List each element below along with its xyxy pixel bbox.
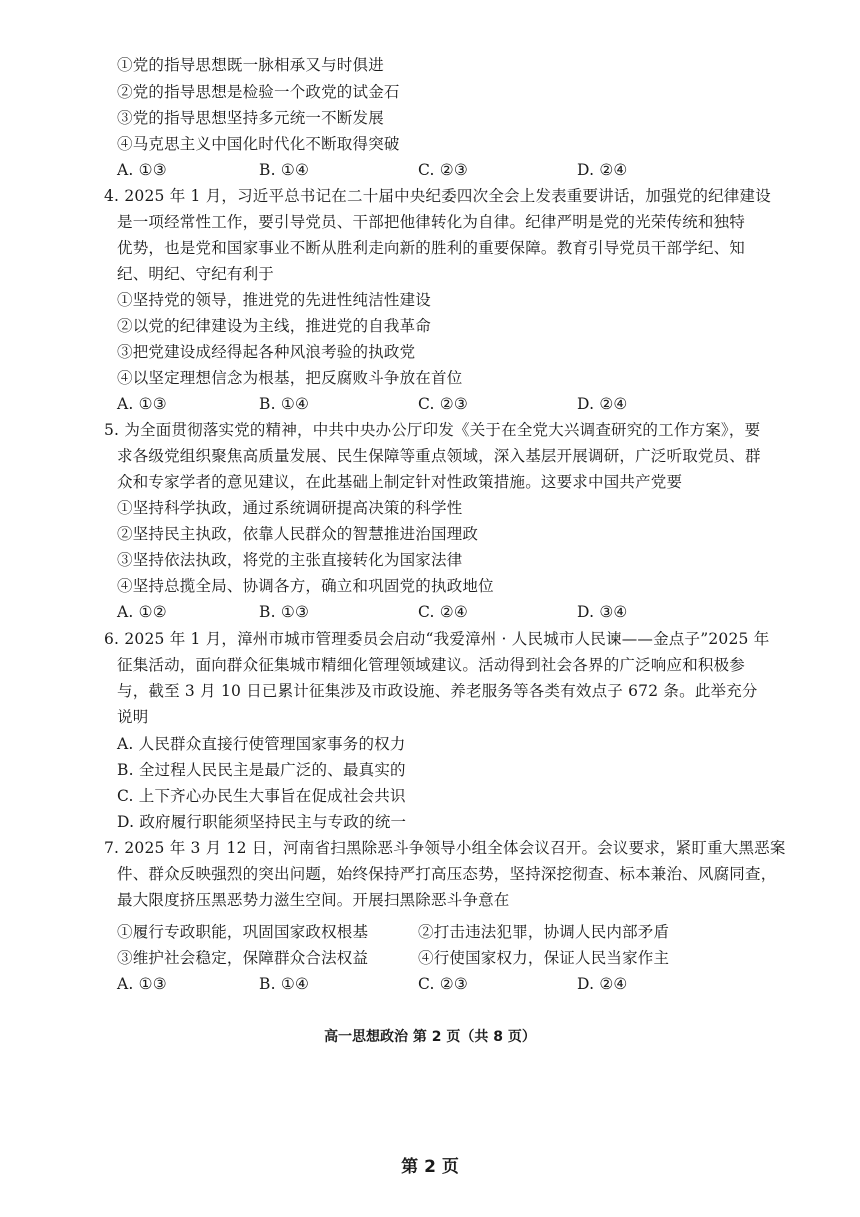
- q7-statement-2: ②打击违法犯罪，协调人民内部矛盾: [418, 923, 670, 941]
- q4-option-d[interactable]: D. ②④: [577, 395, 628, 413]
- q5-stem-line-1: 5. 为全面贯彻落实党的精神，中共中央办公厅印发《关于在全党大兴调查研究的工作方案》，要: [104, 421, 761, 439]
- q4-statement-4: ④以坚定理想信念为根基，把反腐败斗争放在首位: [117, 369, 463, 387]
- q7-option-d[interactable]: D. ②④: [577, 975, 628, 993]
- q3-statement-4: ④马克思主义中国化时代化不断取得突破: [117, 135, 400, 153]
- q5-option-b[interactable]: B. ①③: [259, 603, 310, 621]
- q5-stem-line-3: 众和专家学者的意见建议，在此基础上制定针对性政策措施。这要求中国共产党要: [117, 473, 683, 491]
- page-number-label: 第 2 页: [401, 1157, 459, 1177]
- q5-option-a[interactable]: A. ①②: [117, 603, 167, 621]
- q4-statement-2: ②以党的纪律建设为主线，推进党的自我革命: [117, 317, 432, 335]
- q4-statement-3: ③把党建设成经得起各种风浪考验的执政党: [117, 343, 416, 361]
- q7-statement-4: ④行使国家权力，保证人民当家作主: [418, 949, 670, 967]
- q4-stem-line-1: 4. 2025 年 1 月，习近平总书记在二十届中央纪委四次全会上发表重要讲话，加强党的纪律建设: [104, 187, 771, 205]
- q6-stem-line-2: 征集活动，面向群众征集城市精细化管理领域建议。活动得到社会各界的广泛响应和积极参: [117, 656, 746, 674]
- q6-stem-line-4: 说明: [117, 708, 149, 726]
- q7-stem-line-2: 件、群众反映强烈的突出问题，始终保持严打高压态势，坚持深挖彻查、标本兼治、风腐同查，: [117, 865, 777, 883]
- q6-option-b[interactable]: B. 全过程人民民主是最广泛的、最真实的: [117, 761, 406, 779]
- q3-option-b[interactable]: B. ①④: [259, 161, 310, 179]
- q4-stem-line-3: 优势，也是党和国家事业不断从胜利走向新的胜利的重要保障。教育引导党员干部学纪、知: [117, 239, 746, 257]
- q6-option-a[interactable]: A. 人民群众直接行使管理国家事务的权力: [117, 735, 406, 753]
- q4-stem-line-2: 是一项经常性工作，要引导党员、干部把他律转化为自律。纪律严明是党的光荣传统和独特: [117, 213, 746, 231]
- q3-statement-2: ②党的指导思想是检验一个政党的试金石: [117, 83, 400, 101]
- exam-page-footer: 高一思想政治 第 2 页（共 8 页）: [324, 1029, 536, 1045]
- q7-statement-3: ③维护社会稳定，保障群众合法权益: [117, 949, 369, 967]
- q5-stem-line-2: 求各级党组织聚焦高质量发展、民生保障等重点领域，深入基层开展调研，广泛听取党员、群: [117, 447, 761, 465]
- q7-option-b[interactable]: B. ①④: [259, 975, 310, 993]
- q6-option-d[interactable]: D. 政府履行职能须坚持民主与专政的统一: [117, 813, 407, 831]
- q7-option-a[interactable]: A. ①③: [117, 975, 167, 993]
- q3-option-d[interactable]: D. ②④: [577, 161, 628, 179]
- q3-statement-3: ③党的指导思想坚持多元统一不断发展: [117, 109, 384, 127]
- q5-option-d[interactable]: D. ③④: [577, 603, 628, 621]
- q5-statement-3: ③坚持依法执政，将党的主张直接转化为国家法律: [117, 551, 463, 569]
- q6-option-c[interactable]: C. 上下齐心办民生大事旨在促成社会共识: [117, 787, 406, 805]
- q3-option-a[interactable]: A. ①③: [117, 161, 167, 179]
- q5-option-c[interactable]: C. ②④: [418, 603, 468, 621]
- q6-stem-line-3: 与，截至 3 月 10 日已累计征集涉及市政设施、养老服务等各类有效点子 672 条。此举充分: [117, 682, 758, 700]
- q7-statement-1: ①履行专政职能，巩固国家政权根基: [117, 923, 369, 941]
- q4-option-a[interactable]: A. ①③: [117, 395, 167, 413]
- q4-stem-line-4: 纪、明纪、守纪有利于: [117, 265, 275, 283]
- q4-statement-1: ①坚持党的领导，推进党的先进性纯洁性建设: [117, 291, 432, 309]
- q5-statement-2: ②坚持民主执政，依靠人民群众的智慧推进治国理政: [117, 525, 479, 543]
- q5-statement-4: ④坚持总揽全局、协调各方，确立和巩固党的执政地位: [117, 577, 494, 595]
- q7-stem-line-1: 7. 2025 年 3 月 12 日，河南省扫黑除恶斗争领导小组全体会议召开。会议要求，紧盯重大黑恶案: [104, 839, 786, 857]
- q4-option-b[interactable]: B. ①④: [259, 395, 310, 413]
- q4-option-c[interactable]: C. ②③: [418, 395, 468, 413]
- q3-option-c[interactable]: C. ②③: [418, 161, 468, 179]
- q7-stem-line-3: 最大限度挤压黑恶势力滋生空间。开展扫黑除恶斗争意在: [117, 891, 510, 909]
- q6-stem-line-1: 6. 2025 年 1 月，漳州市城市管理委员会启动“我爱漳州 · 人民城市人民谏——金点子”2025 年: [104, 630, 770, 648]
- q3-statement-1: ①党的指导思想既一脉相承又与时俱进: [117, 56, 384, 74]
- q5-statement-1: ①坚持科学执政，通过系统调研提高决策的科学性: [117, 499, 463, 517]
- q7-option-c[interactable]: C. ②③: [418, 975, 468, 993]
